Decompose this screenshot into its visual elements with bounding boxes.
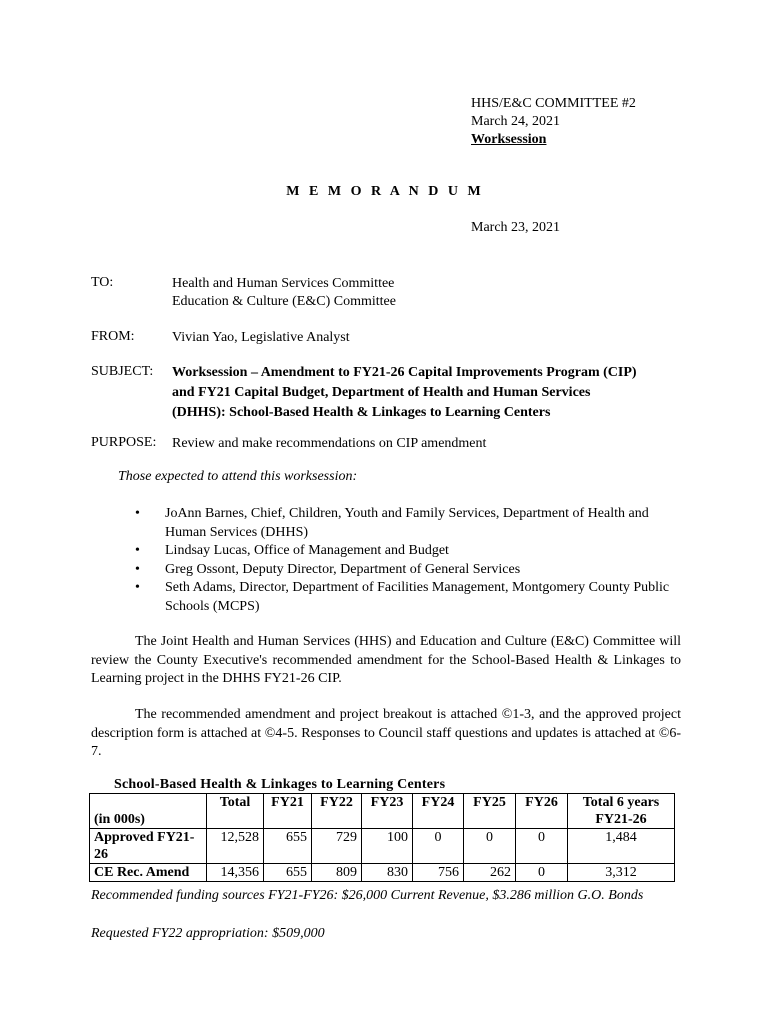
from-value: Vivian Yao, Legislative Analyst xyxy=(172,330,350,345)
column-header: FY21 xyxy=(264,794,312,829)
table-cell: 100 xyxy=(362,829,413,864)
purpose-label: PURPOSE: xyxy=(91,435,157,450)
body-paragraph: The recommended amendment and project breakout is attached ©1-3, and the approved project description form is attached at ©4-5. Responses to Council staff questions and updates is attached at ©6-7. xyxy=(91,707,681,759)
row-label: Approved FY21-26 xyxy=(90,829,207,864)
table-cell: 0 xyxy=(516,864,568,882)
column-header: FY23 xyxy=(362,794,413,829)
meeting-date: March 24, 2021 xyxy=(471,114,561,129)
table-row xyxy=(90,829,675,864)
table-cell: 809 xyxy=(312,864,362,882)
table-cell: 756 xyxy=(413,864,464,882)
list-item: • Greg Ossont, Deputy Director, Department of General Services xyxy=(91,561,681,580)
list-item: • Seth Adams, Director, Department of Facilities Management, Montgomery County Public Schools (MCPS) xyxy=(135,580,670,614)
table-cell: 729 xyxy=(312,829,362,864)
session-label: Worksession xyxy=(471,132,547,147)
to-label: TO: xyxy=(91,275,114,290)
body-paragraph: The Joint Health and Human Services (HHS) and Education and Culture (E&C) Committee will review the County Executive's recommended amendment for the School-Based Health & Linkages to Learning project in the DHHS FY21-26 CIP. xyxy=(91,634,681,686)
attendees-intro: Those expected to attend this worksession: xyxy=(118,469,358,484)
bullet-icon: • xyxy=(135,506,140,521)
from-label: FROM: xyxy=(91,329,135,344)
funding-table xyxy=(89,793,675,882)
bullet-icon: • xyxy=(135,543,140,558)
column-header: FY24 xyxy=(413,794,464,829)
to-line: Education & Culture (E&C) Committee xyxy=(172,294,396,309)
table-cell: 0 xyxy=(516,829,568,864)
subject-label: SUBJECT: xyxy=(91,364,154,379)
subject-line: (DHHS): School-Based Health & Linkages to Learning Centers xyxy=(172,405,551,420)
memo-date: March 23, 2021 xyxy=(471,220,561,235)
table-cell: 830 xyxy=(362,864,413,882)
table-cell: 655 xyxy=(264,864,312,882)
subject-line: Worksession – Amendment to FY21-26 Capital Improvements Program (CIP) xyxy=(172,365,637,380)
column-header: FY22 xyxy=(312,794,362,829)
table-cell: 262 xyxy=(464,864,516,882)
table-cell: 3,312 xyxy=(568,864,675,882)
attendees-list xyxy=(91,505,681,616)
table-cell: 1,484 xyxy=(568,829,675,864)
funding-note: Recommended funding sources FY21-FY26: $26,000 Current Revenue, $3.286 million G.O. Bonds xyxy=(91,888,644,903)
to-recipients xyxy=(172,275,396,311)
column-header: FY25 xyxy=(464,794,516,829)
table-cell: 12,528 xyxy=(207,829,264,864)
table-title: School-Based Health & Linkages to Learning Centers xyxy=(114,777,446,792)
table-header-row xyxy=(90,794,675,829)
list-item: • JoAnn Barnes, Chief, Children, Youth and Family Services, Department of Health and Human Services (DHHS) xyxy=(135,506,649,540)
purpose-value: Review and make recommendations on CIP amendment xyxy=(172,436,487,451)
table-row xyxy=(90,864,675,882)
table-cell: 0 xyxy=(464,829,516,864)
header-block xyxy=(471,95,636,149)
committee-label: HHS/E&C COMMITTEE #2 xyxy=(471,96,636,111)
table-cell: 655 xyxy=(264,829,312,864)
memo-title: M E M O R A N D U M xyxy=(286,184,484,199)
units-cell: (in 000s) xyxy=(90,794,207,829)
subject-line: and FY21 Capital Budget, Department of Health and Human Services xyxy=(172,385,591,400)
appropriation-note: Requested FY22 appropriation: $509,000 xyxy=(91,926,325,941)
list-item: • Lindsay Lucas, Office of Management and Budget xyxy=(91,542,681,561)
to-line: Health and Human Services Committee xyxy=(172,276,395,291)
table-cell: 0 xyxy=(413,829,464,864)
table-cell: 14,356 xyxy=(207,864,264,882)
row-label: CE Rec. Amend xyxy=(90,864,207,882)
column-header: FY26 xyxy=(516,794,568,829)
column-header: Total xyxy=(207,794,264,829)
subject-text xyxy=(172,363,692,423)
bullet-icon: • xyxy=(135,580,140,595)
bullet-icon: • xyxy=(135,561,140,577)
column-header: Total 6 years FY21-26 xyxy=(568,794,675,829)
